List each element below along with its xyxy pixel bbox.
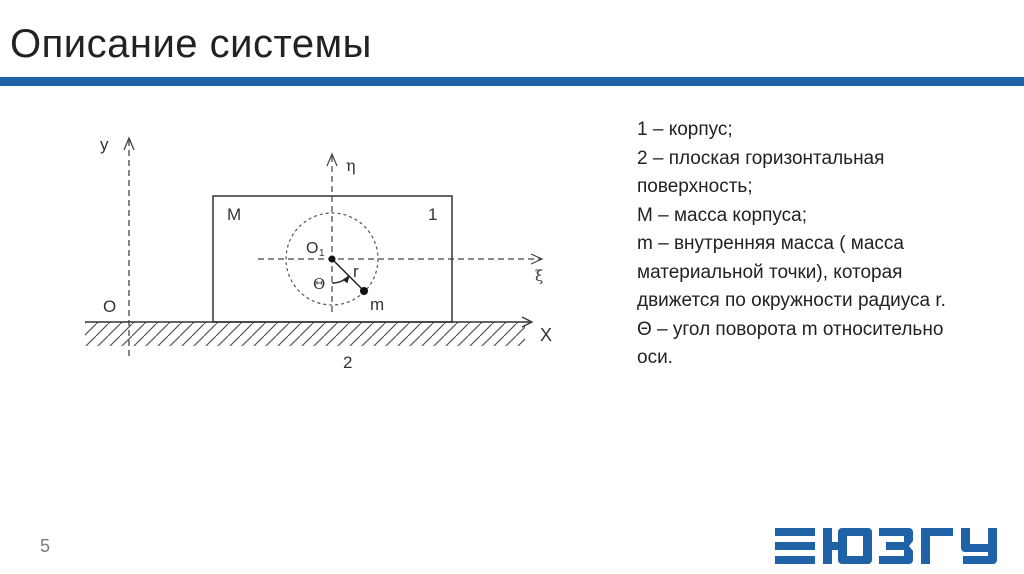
- page-number: 5: [40, 536, 51, 556]
- university-logo-icon: [773, 524, 1018, 568]
- legend-line: движется по окружности радиуса r.: [637, 290, 946, 311]
- origin-label: O: [103, 297, 117, 316]
- center-label: O: [306, 240, 319, 257]
- radius-label: r: [353, 262, 359, 281]
- radius-line: [332, 259, 364, 291]
- center-subscript: 1: [319, 248, 325, 259]
- legend-line: поверхность;: [637, 176, 753, 197]
- inner-mass-point: [360, 287, 368, 295]
- surface-number-label: 2: [343, 353, 353, 372]
- theta-label: Θ: [313, 275, 326, 293]
- legend-line: материальной точки), которая: [637, 261, 903, 283]
- legend-line: M – масса корпуса;: [637, 204, 808, 226]
- center-point: [329, 256, 336, 263]
- ground-hatch: [85, 322, 525, 346]
- y-axis-label: y: [100, 135, 109, 154]
- legend-line: 2 – плоская горизонтальная: [637, 147, 885, 169]
- inner-mass-label: m: [370, 295, 385, 314]
- xi-label: ξ: [535, 267, 544, 285]
- legend-line: 1 – корпус;: [637, 119, 733, 140]
- legend-text: [637, 116, 1024, 373]
- eta-label: η: [346, 156, 356, 175]
- legend-line: m – внутренняя масса ( масса: [637, 233, 904, 254]
- body-number-label: 1: [428, 205, 438, 224]
- body-mass-label: M: [227, 205, 242, 224]
- legend-line: Θ – угол поворота m относительно: [637, 318, 944, 340]
- legend-line: оси.: [637, 347, 673, 368]
- theta-arc-arrowhead: [343, 276, 349, 283]
- slide-title: Описание системы: [10, 22, 372, 66]
- x-axis-label: X: [540, 325, 553, 345]
